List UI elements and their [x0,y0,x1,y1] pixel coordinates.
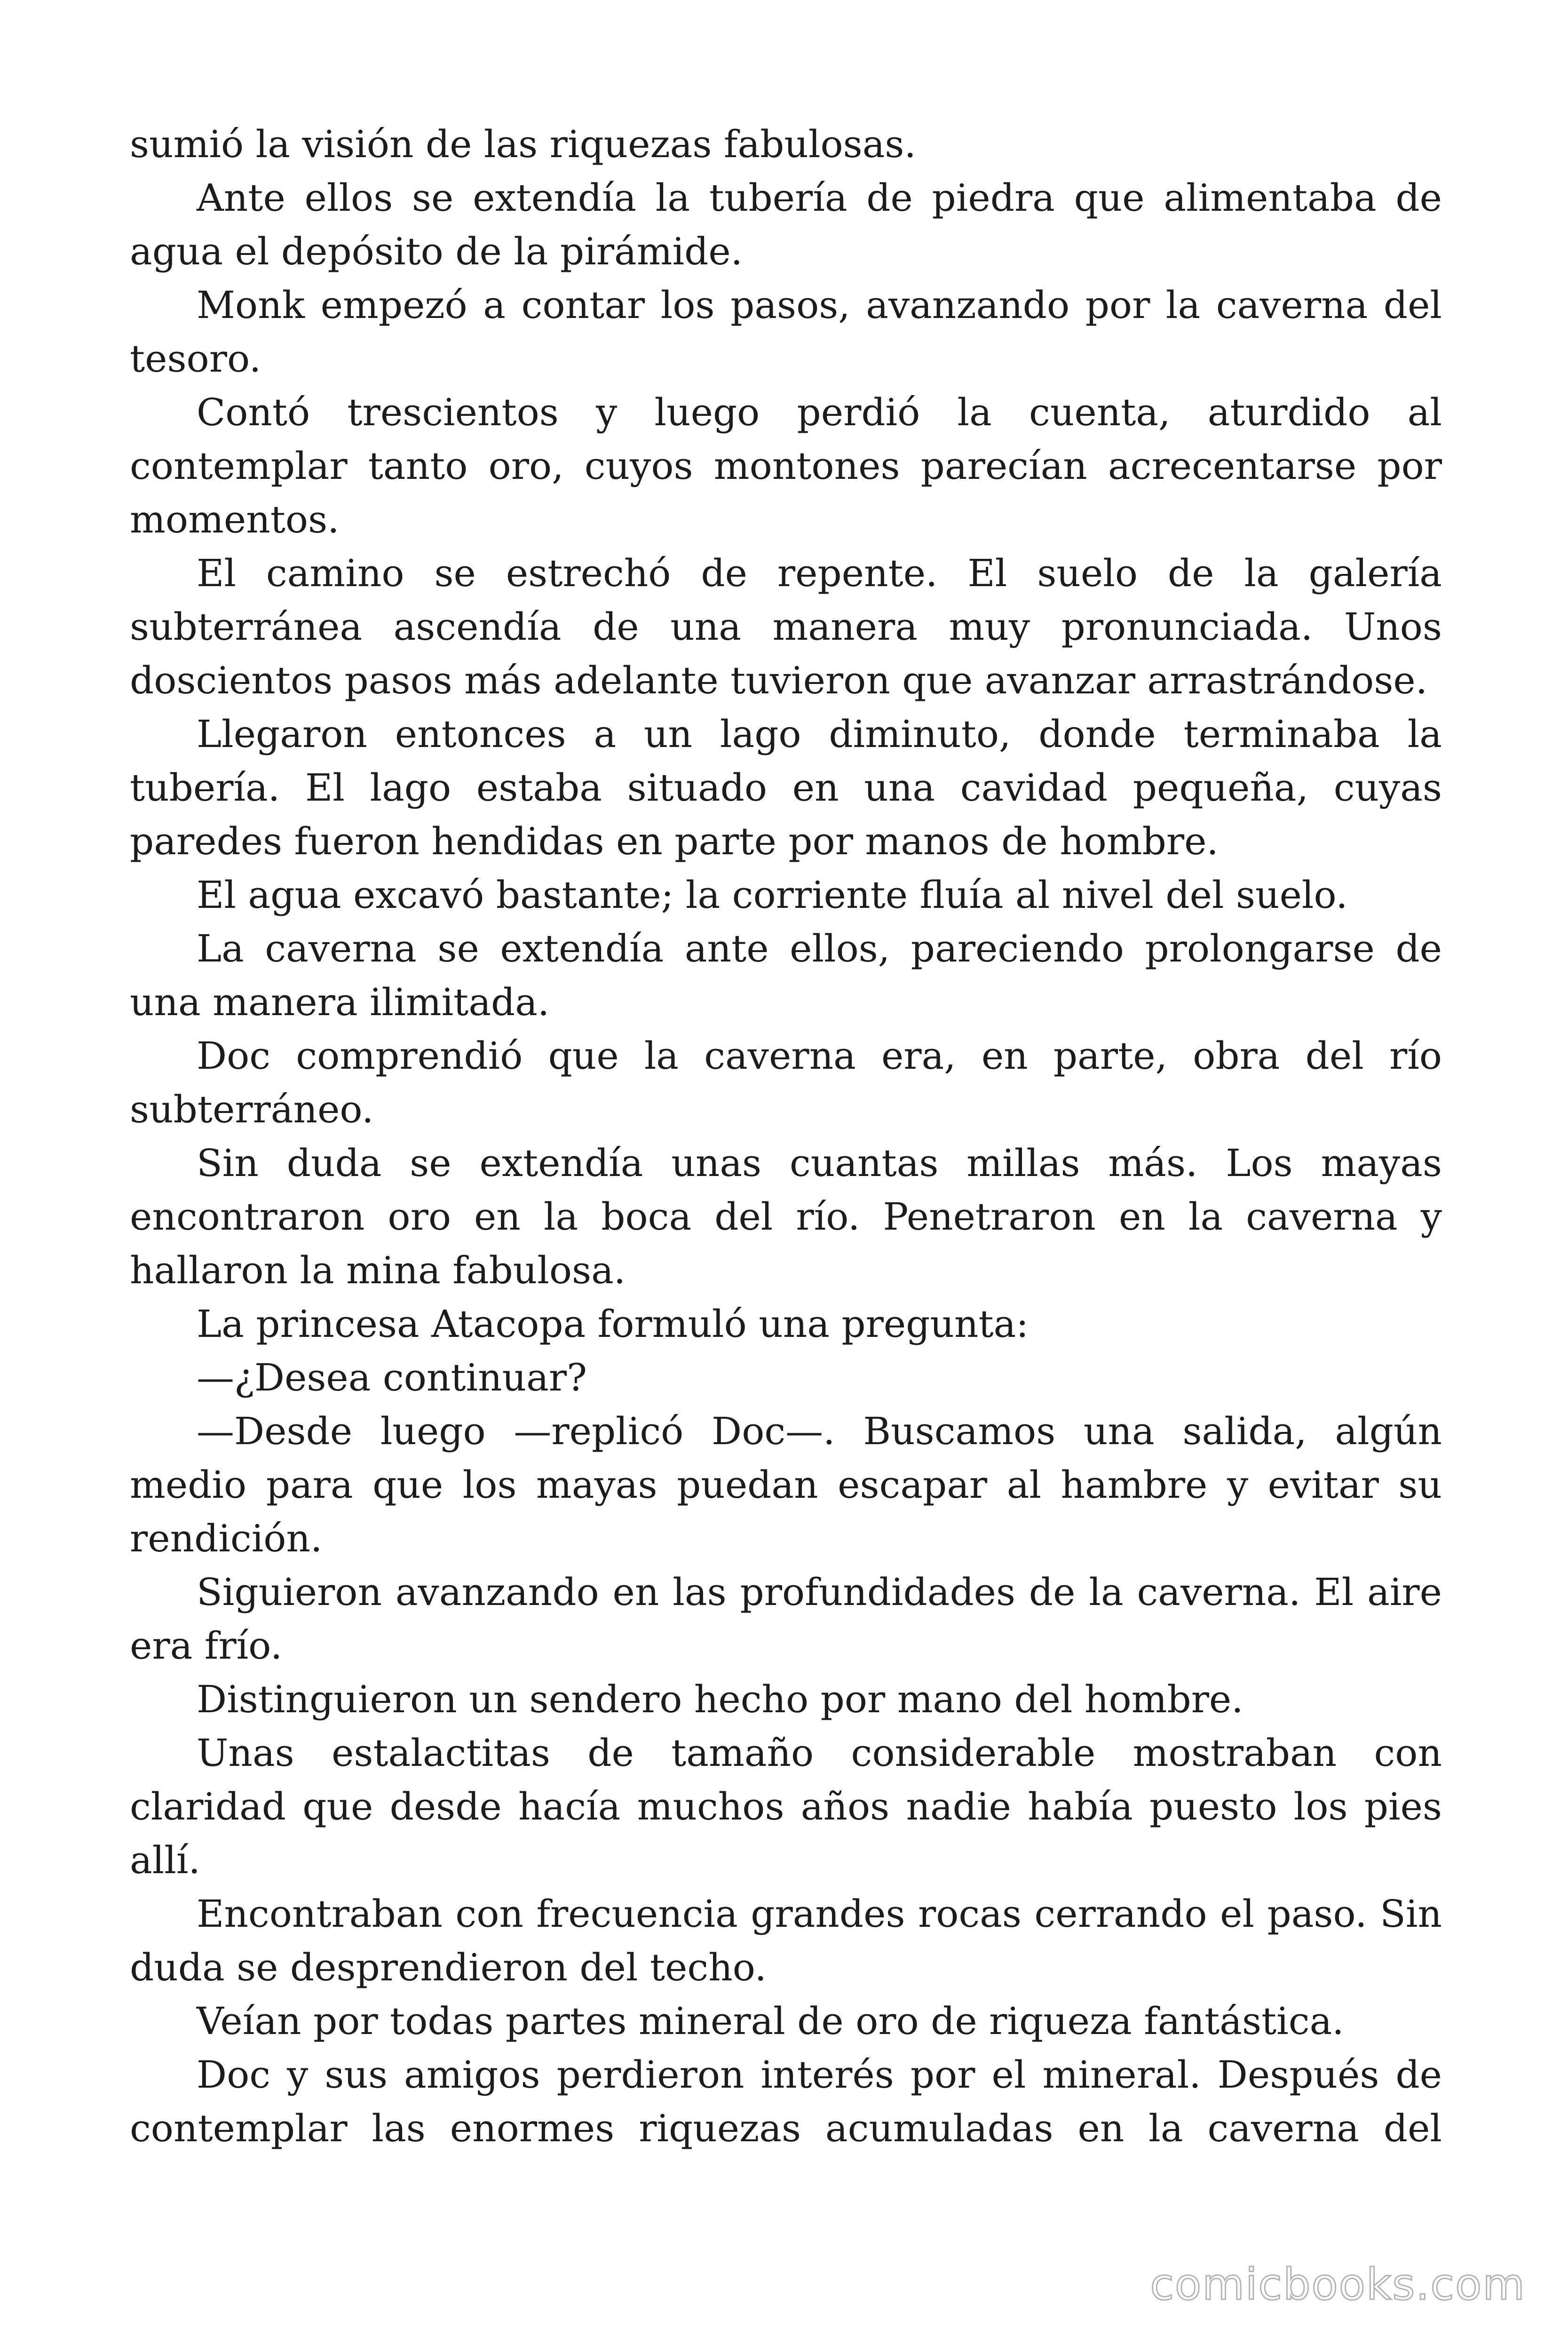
paragraph-5: El camino se estrechó de repente. El suelo de la galería subterránea ascendía de una manera muy pronunciada. Unos doscientos pasos más adelante tuvieron que avanzar arrastrándose. [130,551,1442,702]
paragraph-10: Sin duda se extendía unas cuantas millas más. Los mayas encontraron oro en la boca del río. Penetraron en la caverna y hallaron la mina fabulosa. [130,1141,1442,1292]
paragraph-19: Doc y sus amigos perdieron interés por el mineral. Después de contemplar las enormes riquezas acumuladas en la caverna del [130,2053,1442,2150]
paragraph-16: Unas estalactitas de tamaño considerable mostraban con claridad que desde hacía muchos años nadie había puesto los pies allí. [130,1731,1442,1882]
paragraph-12: —¿Desea continuar? [197,1356,587,1399]
paragraph-18: Veían por todas partes mineral de oro de riqueza fantástica. [197,1999,1344,2043]
paragraph-15: Distinguieron un sendero hecho por mano del hombre. [197,1677,1243,1721]
paragraph-4: Contó trescientos y luego perdió la cuenta, aturdido al contemplar tanto oro, cuyos montones parecían acrecentarse por momentos. [130,390,1442,541]
paragraph-9: Doc comprendió que la caverna era, en parte, obra del río subterráneo. [130,1034,1442,1131]
paragraph-1: sumió la visión de las riquezas fabulosas. [130,122,916,166]
paragraph-6: Llegaron entonces a un lago diminuto, donde terminaba la tubería. El lago estaba situado en una cavidad pequeña, cuyas paredes fueron hendidas en parte por manos de hombre. [130,712,1442,863]
paragraph-7: El agua excavó bastante; la corriente fluía al nivel del suelo. [197,873,1348,917]
paragraph-17: Encontraban con frecuencia grandes rocas cerrando el paso. Sin duda se desprendieron del techo. [130,1892,1442,1989]
watermark: comicbooks.com [1150,2259,1526,2310]
paragraph-3: Monk empezó a contar los pasos, avanzando por la caverna del tesoro. [130,283,1442,381]
paragraph-8: La caverna se extendía ante ellos, pareciendo prolongarse de una manera ilimitada. [130,927,1442,1024]
paragraph-11: La princesa Atacopa formuló una pregunta: [197,1302,1029,1346]
paragraph-14: Siguieron avanzando en las profundidades de la caverna. El aire era frío. [130,1570,1442,1668]
paragraph-2: Ante ellos se extendía la tubería de piedra que alimentaba de agua el depósito de la pirámide. [130,176,1442,273]
paragraph-13: —Desde luego —replicó Doc—. Buscamos una salida, algún medio para que los mayas puedan escapar al hambre y evitar su rendición. [130,1409,1442,1560]
page-body [130,118,1442,2155]
